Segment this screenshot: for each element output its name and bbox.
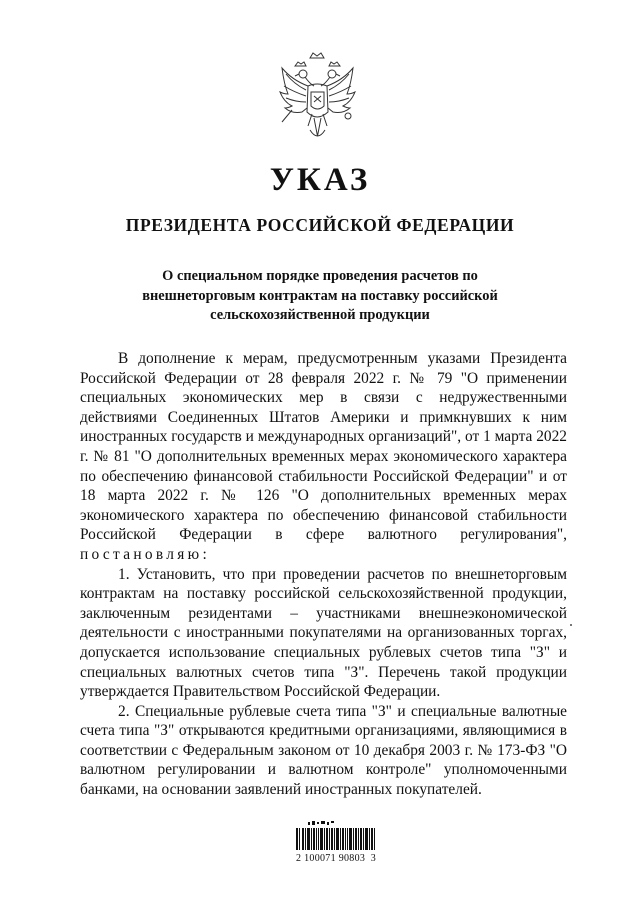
decree-heading bbox=[110, 267, 530, 326]
barcode-number: 2 100071 90803 3 bbox=[296, 853, 377, 864]
paragraph-1: 1. Установить, что при проведении расчетов по внешнеторговым контрактам на поставку российской сельскохозяйственной продукции, заключенным резидентами – участниками внешнеэкономической деятельности с иностранными покупателями на организованных торгах, допускается использование специальных рублевых счетов типа "З" и специальных валютных счетов типа "З". Перечень такой продукции утверждается Правительством Российской Федерации. bbox=[80, 565, 567, 701]
decree-word: постановляю: bbox=[80, 545, 211, 563]
document-title: УКАЗ bbox=[269, 162, 371, 198]
coat-of-arms-emblem bbox=[270, 50, 365, 150]
document-subtitle: ПРЕЗИДЕНТА РОССИЙСКОЙ ФЕДЕРАЦИИ bbox=[125, 215, 515, 235]
preamble-paragraph bbox=[80, 349, 567, 565]
decree-body bbox=[80, 349, 567, 800]
decree-heading-line: сельскохозяйственной продукции bbox=[210, 307, 430, 323]
decree-heading-line: О специальном порядке проведения расчетов по bbox=[162, 268, 478, 284]
scan-speck bbox=[570, 624, 572, 626]
decree-heading-line: внешнеторговым контрактам на поставку российской bbox=[142, 287, 498, 304]
paragraph-2: 2. Специальные рублевые счета типа "З" и специальные валютные счета типа "З" открываются кредитными организациями, являющимися в соответствии с Федеральным законом от 10 декабря 2003 г. № 173-ФЗ "О валютном регулировании и валютном контроле" уполномоченными банками, на основании заявлений иностранных покупателей. bbox=[80, 702, 567, 799]
preamble-text: В дополнение к мерам, предусмотренным указами Президента Российской Федерации от 28 февраля 2022 г. № 79 "О применении специальных экономических мер в связи с недружественными действиями Соединенных Штатов Америки и примкнувших к ним иностранных государств и международных организаций", от 1 марта 2022 г. № 81 "О дополнительных временных мерах экономического характера по обеспечению финансовой стабильности Российской Федерации" и от 18 марта 2022 г. № 126 "О дополнительных временных мерах экономического характера по обеспечению финансовой стабильности Российской Федерации в сфере валютного регулирования", bbox=[80, 350, 567, 544]
